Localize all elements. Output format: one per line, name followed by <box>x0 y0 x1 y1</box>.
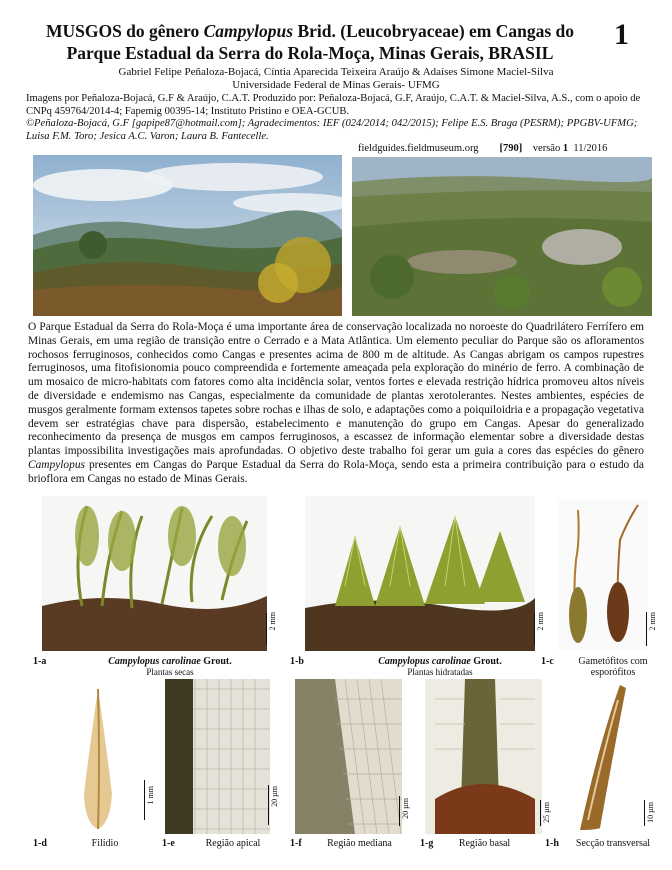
intro-text-1: O Parque Estadual da Serra do Rola-Moça é uma importante área de conservação localizada no noroeste do Quadrilátero Ferrífero em Minas Gerais, em uma região de transição entre o Cerrado e a Mata Atlântica. Um elemento peculiar do Parque são os afloramentos rochosos ferruginosos, conhecidos como Cangas e presentes acima de 800 m de altitude. As Cangas abrigam os campos rupestres ferruginosos, uma fitofisionomia pouco compreendida e fortemente ameaçada pela exploração do minério de ferro. A combinação de um mosaico de micro-habitats com fatores como alta incidência solar, ventos fortes e elevada restrição hídrica promoveu altos níveis de diversidade e endemismo nas Cangas, especialmente da comunidade de plantas xerotolerantes. Nestes ambientes, espécies de musgos geralmente formam extensos tapetes sobre rochas e ilhas de solo, e adaptações como a poiquiloidria e a propagação vegetativa devem ser estratégias chave para dispersão, estabelecimento e manutenção do grupo em Cangas. Apesar do generalizado reconhecimento da presença de musgos em campos ferruginosos, a escassez de informação elementar sobre a diversidade destas plantas impossibilita investigações mais aprofundadas. O objetivo deste trabalho foi gerar um guia a cores das espécies do gênero <box>28 321 644 458</box>
figure-1d-caption: Filídio <box>91 838 119 849</box>
figure-1a-note: Plantas secas <box>146 667 194 677</box>
figure-1a-scale: 2 mm <box>268 612 277 631</box>
figure-1h-photo <box>560 680 645 833</box>
figure-1b-author: Grout <box>470 656 500 667</box>
figure-1g-photo <box>425 679 542 834</box>
credits-production: Imagens por Peñaloza-Bojacá, G.F & Araújo, C.A.T. Produzido por: Peñaloza-Bojacá, G.F, Araújo, C.A.T. & Maciel-Silva, A.S., com o apoio de CNPq 459764/2014-4; Fapemig 00395-14; Instituto Pristino e OEA-GCUB. <box>26 93 641 117</box>
version-label: versão <box>532 143 561 154</box>
page-title <box>30 20 590 64</box>
figure-1e-label: 1-e <box>162 838 175 849</box>
version-number: 1 <box>562 143 569 154</box>
landscape-photo-left <box>33 155 342 316</box>
university: Universidade Federal de Minas Gerais- UFMG <box>232 79 440 91</box>
credits <box>26 93 656 143</box>
figure-1b-label: 1-b <box>290 656 304 667</box>
figure-1e-scale: 20 µm <box>270 786 279 807</box>
figure-1d-scalebar <box>144 780 145 820</box>
figure-1a-species: Campylopus carolinae <box>108 656 201 667</box>
figure-1h-label: 1-h <box>545 838 559 849</box>
guide-number: [790] <box>499 143 523 154</box>
intro-genus: Campylopus <box>28 458 85 471</box>
figure-1c-photo <box>558 500 648 650</box>
figure-1b-species: Campylopus carolinae <box>378 656 471 667</box>
figure-1b-scalebar <box>534 613 535 645</box>
intro-paragraph <box>28 321 644 487</box>
figure-1f-label: 1-f <box>290 838 302 849</box>
figure-1a-scalebar <box>266 613 267 645</box>
figure-1b-scale: 2 mm <box>536 612 545 631</box>
title-genus: Campylopus <box>203 21 294 41</box>
figure-1e-caption: Região apical <box>205 838 261 849</box>
title-line2: Parque Estadual da Serra do Rola-Moça, Minas Gerais, BRASIL <box>66 43 554 63</box>
figure-1f-photo <box>295 679 402 834</box>
title-line1-pre: MUSGOS do gênero <box>45 21 204 41</box>
page-number: 1 <box>614 18 629 51</box>
fieldguide-url[interactable]: fieldguides.fieldmuseum.org <box>358 143 479 154</box>
credits-acknowledgements: ©Peñaloza-Bojacá, G.F [gapipe87@hotmail.com]; Agradecimentos: IEF (024/2014; 042/2015); Felipe E.S. Braga (PESRM); PPGBV-UFMG; Luisa F.M. Toro; Jesica A.C. Varon; Laura B. Fantecelle. <box>26 118 638 142</box>
figure-1f-scalebar <box>399 796 400 826</box>
figure-1d-label: 1-d <box>33 838 47 849</box>
figure-1a-label: 1-a <box>33 656 47 667</box>
figure-1e-scalebar <box>268 785 269 825</box>
figure-1f-caption: Região mediana <box>327 838 392 849</box>
figure-1a-caption: Campylopus carolinae Grout. Plantas secas <box>108 656 232 677</box>
figure-1g-scale: 25 µm <box>542 802 551 823</box>
fieldguide-info <box>358 143 658 154</box>
figure-1c-scale: 2 mm <box>648 612 657 631</box>
figure-1b-caption: Campylopus carolinae Grout. Plantas hidratadas <box>378 656 502 677</box>
figure-1h-scale: 10 µm <box>646 802 655 823</box>
title-line1-post: Brid. (Leucobryaceae) em Cangas do <box>293 21 575 41</box>
figure-1a-photo <box>42 496 267 651</box>
figure-1g-caption: Região basal <box>458 838 511 849</box>
figure-1h-scalebar <box>644 800 645 826</box>
figure-1f-scale: 20 µm <box>401 798 410 819</box>
intro-text-2: presentes em Cangas do Parque Estadual da Serra do Rola-Moça, sendo esta a primeira contribuição para o estudo da brioflora em Cangas no estado de Minas Gerais. <box>28 458 644 485</box>
figure-1d-photo <box>70 684 130 832</box>
figure-1c-scalebar <box>646 612 647 646</box>
authors: Gabriel Felipe Peñaloza-Bojacá, Cíntia Aparecida Teixeira Araújo & Adaíses Simone Maciel-Silva <box>118 66 554 78</box>
figure-1g-label: 1-g <box>420 838 434 849</box>
figure-1a-author: Grout <box>200 656 230 667</box>
figure-1c-label: 1-c <box>541 656 554 667</box>
figure-1h-caption: Secção transversal <box>575 838 651 849</box>
figure-1c-caption: Gametófitos com esporófitos <box>578 656 648 678</box>
version-date: 11/2016 <box>573 143 608 154</box>
figure-1d-scale: 1 mm <box>146 786 155 805</box>
landscape-photo-right <box>352 157 652 316</box>
figure-1g-scalebar <box>540 800 541 826</box>
figure-1b-note: Plantas hidratadas <box>407 667 473 677</box>
figure-1b-photo <box>305 496 535 651</box>
figure-1e-photo <box>165 679 270 834</box>
